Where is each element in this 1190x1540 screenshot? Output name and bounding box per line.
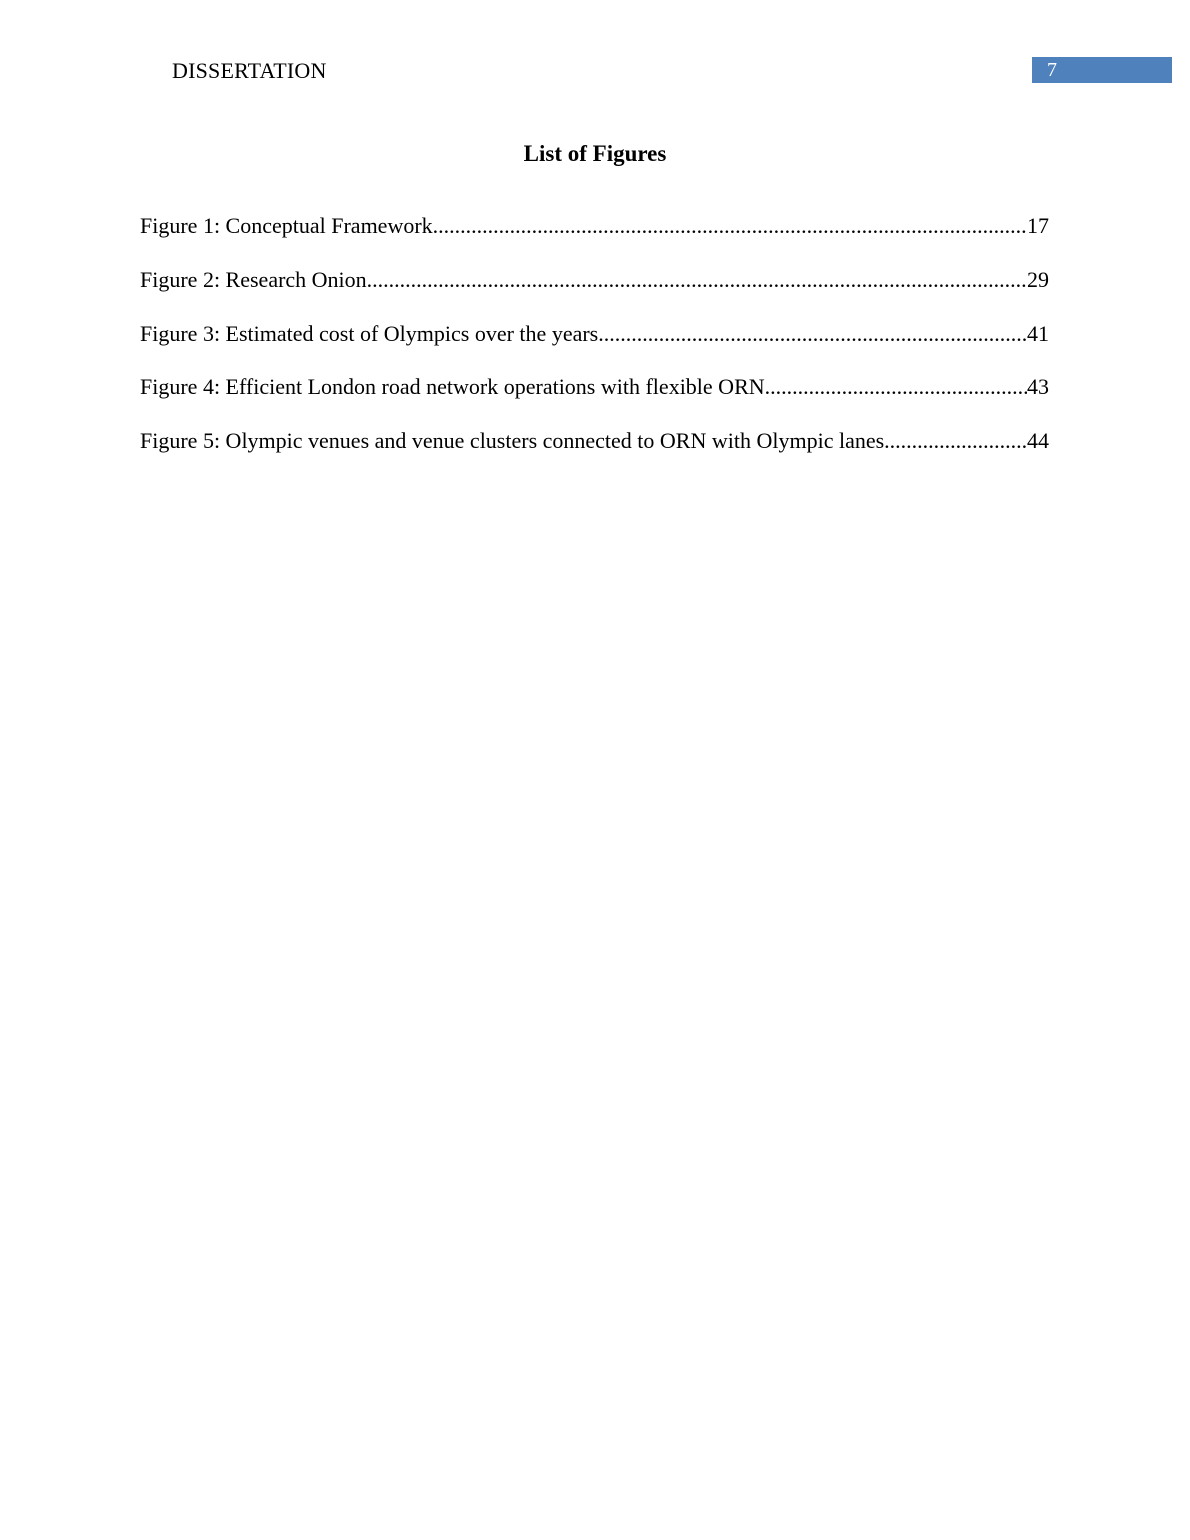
figure-entry-label: Figure 5: Olympic venues and venue clusters connected to ORN with Olympic lanes [140,428,885,453]
figure-entry-2[interactable] [140,266,1049,320]
page-number-badge [1032,57,1172,83]
dot-leader [884,427,1027,455]
figure-entry-4[interactable] [140,373,1049,427]
running-header-title: DISSERTATION [172,58,327,83]
figure-entry-page: 43 [1027,374,1049,400]
figure-entry-5[interactable] [140,427,1049,481]
figure-entry-label: Figure 3: Estimated cost of Olympics over the years [140,320,599,346]
figure-entry-page: 44 [1027,428,1049,453]
dot-leader [765,373,1027,401]
dot-leader [367,266,1027,294]
dot-leader [433,212,1027,240]
figure-entry-1[interactable] [140,212,1049,266]
figure-entry-label: Figure 1: Conceptual Framework [140,213,433,238]
figure-entry-3[interactable] [140,320,1049,374]
figure-entry-page: 17 [1027,213,1049,238]
list-of-figures [140,212,1049,481]
figure-entry-page: 41 [1027,320,1049,346]
figure-entry-page: 29 [1027,266,1049,292]
dot-leader [598,320,1027,348]
figure-entry-label: Figure 2: Research Onion [140,266,367,292]
page-number: 7 [1047,59,1057,81]
list-of-figures-heading: List of Figures [523,141,667,166]
figure-entry-label: Figure 4: Efficient London road network operations with flexible ORN [140,374,765,400]
